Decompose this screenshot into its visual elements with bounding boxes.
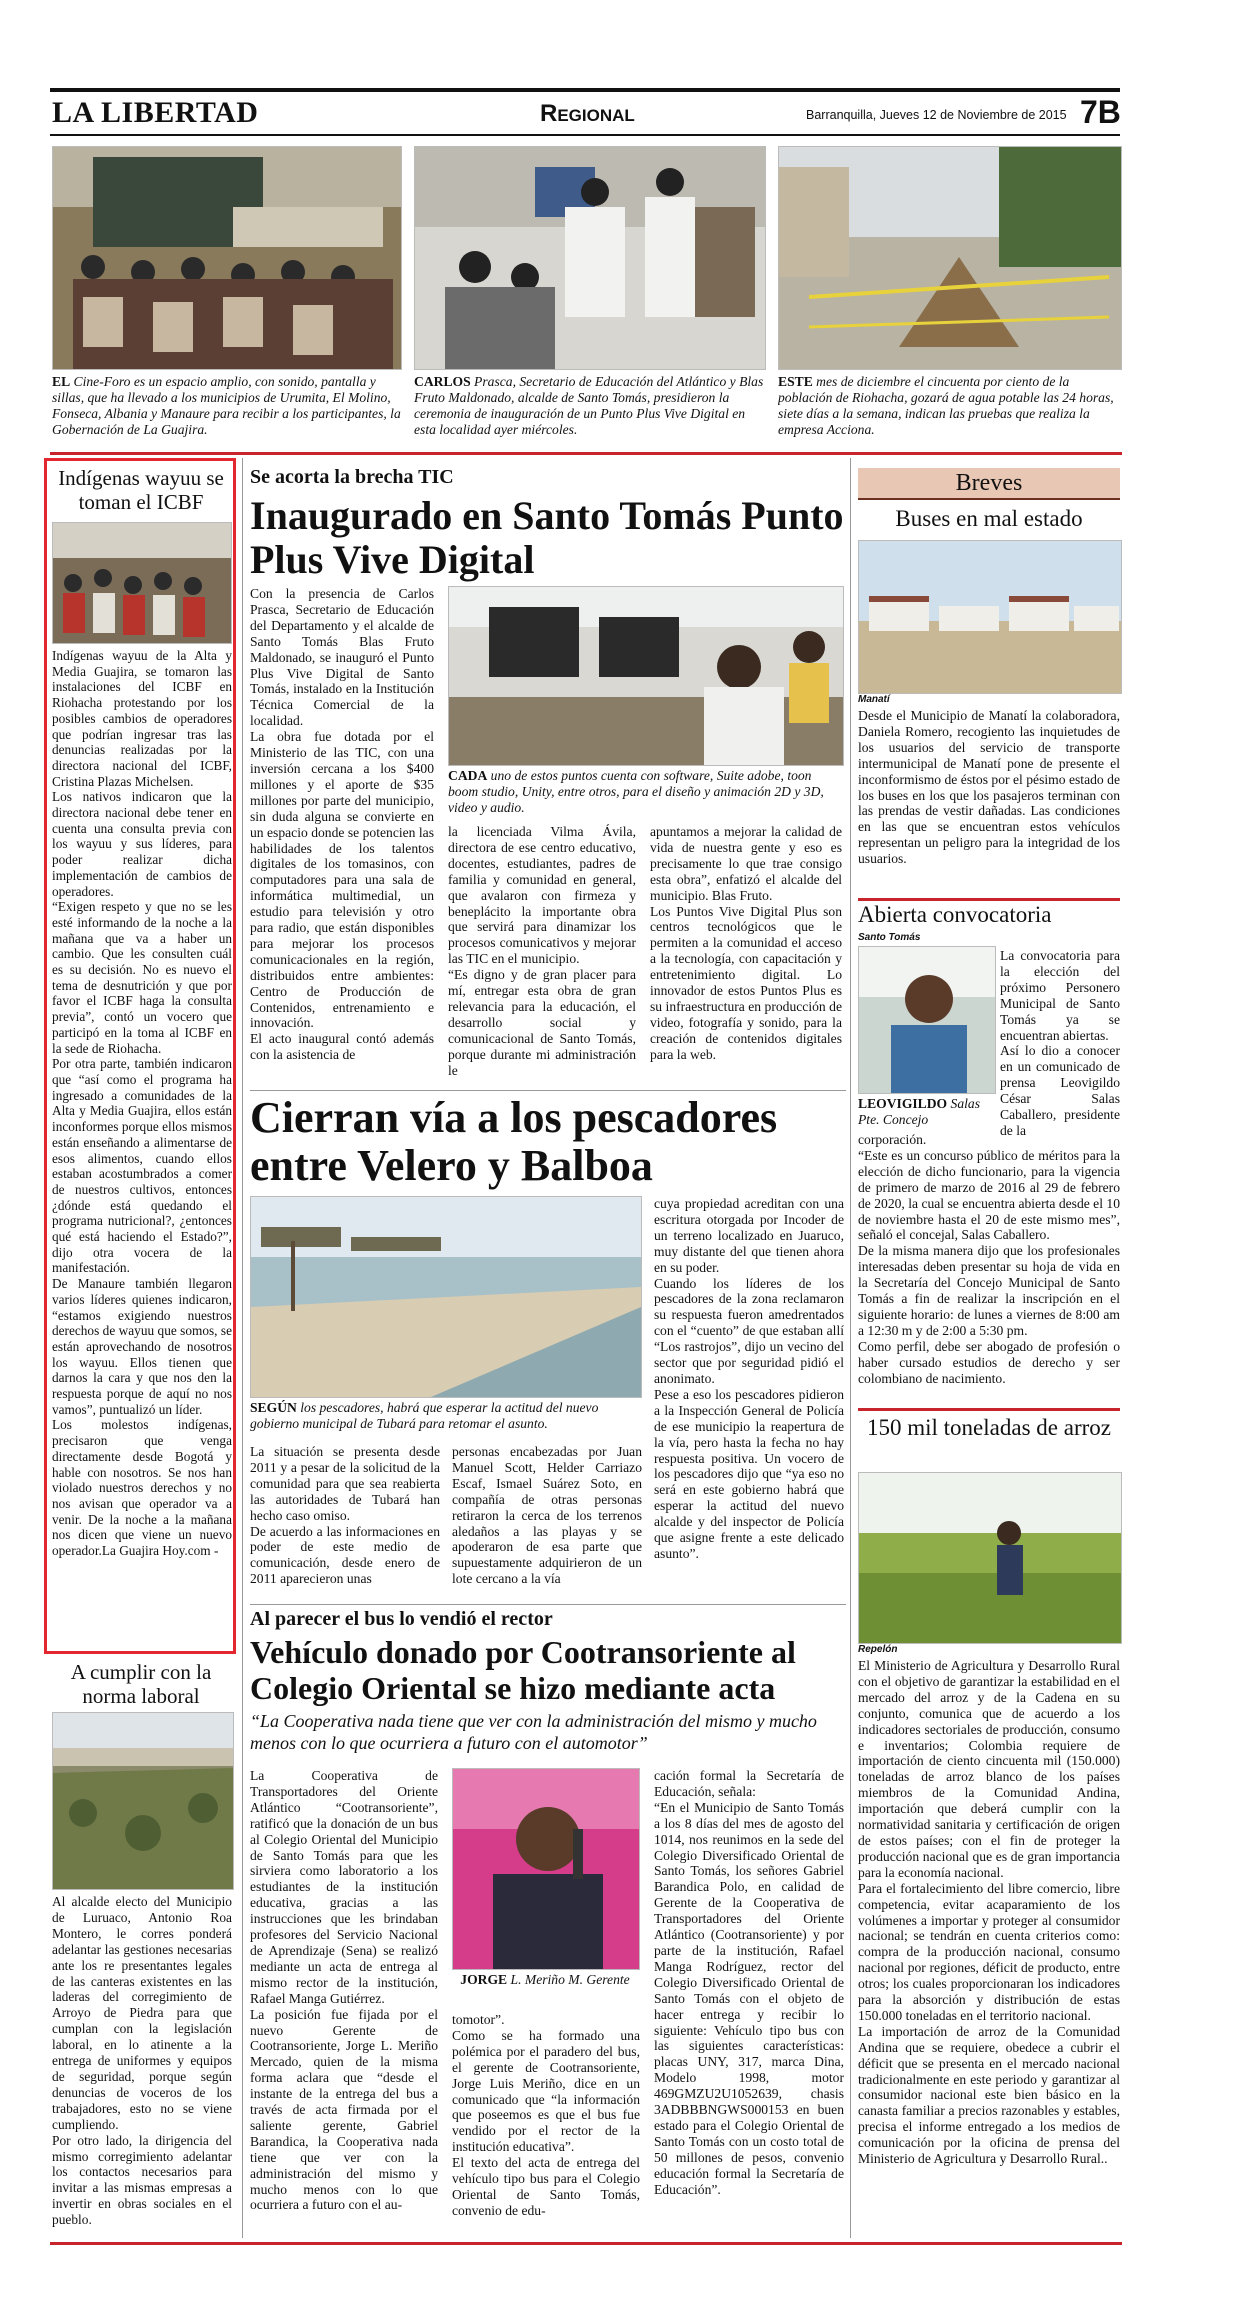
bus-photo-caption: JORGE L. Meriño M. Gerente (460, 1972, 630, 1987)
bus-col2: tomotor”. Como se ha formado una polémica por el paradero del bus, el gerente de Cootransoriente, Jorge Luis Meriño, dice en un comunicado que “la información que poseemos es que el bus fue vendido por el rector de la institución educativa”. El texto del acta de entrega del vehículo tipo bus para el Colegio Oriental de Santo Tomás, convenio de edu- (452, 2012, 640, 2218)
bus-col1: La Cooperativa de Transportadores del Oriente Atlántico “Cootransoriente”, ratificó que la donación de un bus al Colegio Oriental del Municipio de Santo Tomás para que les sirviera como laboratorio a los estudiantes de la institución educativa, gracias a las instrucciones que les brindaban profesores del Servicio Nacional de Aprendizaje (Sena) se realizó mediante un acta de entrega al mismo rector de la institución, Rafael Manga Gutiérrez. La posición fue fijada por el nuevo Gerente de Cootransoriente, Jorge L. Meriño Mercado, quien de la misma forma aclara que “desde el instante de la entrega del bus a través de acta firmada por el saliente gerente, Gabriel Barandica, la Cooperativa nada tiene que ver con la administración del mismo y mucho menos con lo que ocurriera a futuro con el au- (250, 1768, 438, 2213)
convocatoria-side: La convocatoria para la elección del próximo Personero Municipal de Santo Tomás ya se encuentran abiertas. Así lo dio a conocer en un comunicado de prensa Leovigildo César Salas Caballero, presidente de la (1000, 948, 1120, 1138)
arroz-tag: Repelón (858, 1644, 898, 1655)
photo-caption-1: EL Cine-Foro es un espacio amplio, con sonido, pantalla y sillas, que ha llevado a los municipios de Urumita, El Molino, Fonseca, Albania y Manaure para recibir a los participantes, la Gobernación de La Guajira. (52, 374, 401, 437)
pescadores-col3: cuya propiedad acreditan con una escritura otorgada por Incoder de un terreno localizado en Juaruco, muy distante del que tienen ahora en su poder. Cuando los líderes de los pescadores de la zona reclamaron su respuesta fueron amedrentados con el “cuento” de que estaban allí “Los rastrojos”, dijo un vecino del sector que por seguridad pidió el anonimato. Pese a eso los pescadores pidieron a la Inspección General de Policía de ese municipio la reapertura de la vía, pero hasta la fecha no hay respuesta positiva. Un vocero de los pescadores dijo que “ya eso no será en este gobierno habrá que esperar la actitud del nuevo alcalde y del inspector de Policía que asigne frente a este delicado asunto”. (654, 1196, 844, 1561)
buses-photo (858, 540, 1122, 694)
page-number: 7B (1080, 94, 1121, 130)
tic-col2: la licenciada Vilma Ávila, directora de ese centro educativo, docentes, estudiantes, padres de familia y comunidad en general, que avalaron con firmeza y beneplácito la importante obra que servirá para dinamizar los procesos comunicativos y mejorar las TIC en el municipio. “Es digno y de gran placer para mí, entregar esta obra de gran relevancia para la educación, el desarrollo social y comunicacional de Santo Tomás, porque durante mi administración le (448, 824, 636, 1078)
pescadores-photo-caption: SEGÚN los pescadores, habrá que esperar la actitud del nuevo gobierno municipal de Tubará para retomar el asunto. (250, 1400, 599, 1431)
laboral-photo (52, 1712, 234, 1890)
riohacha-works-photo (778, 146, 1122, 370)
buses-title: Buses en mal estado (895, 506, 1083, 531)
section-name: Regional (540, 100, 635, 127)
pescadores-col2: personas encabezadas por Juan Manuel Scott, Helder Carriazo Escaf, Ismael Suárez Soto, en compañía de otras personas retiraron la cerca de los terrenos aledaños a las playas y se apoderaron de esa parte que supuestamente adquirieron de un lote cercano a la vía (452, 1444, 642, 1587)
buses-body: Desde el Municipio de Manatí la colaboradora, Daniela Romero, recogiento las inquietudes de los usuarios del servicio de transporte intermunicipal de Manatí pone de presente el inconformismo de éstos por el pésimo estado de los buses en los que los pasajeros terminan con las prendas de vestir dañadas. Las condiciones en las que se encuentran estos vehículos representan un peligro para la integridad de los usuarios. (858, 708, 1120, 867)
bus-subtitle: “La Cooperativa nada tiene que ver con la administración del mismo y mucho menos con lo que ocurriera a futuro con el automotor” (250, 1711, 817, 1753)
pescadores-headline: Cierran vía a los pescadores entre Velero y Balboa (250, 1093, 778, 1190)
photo-caption-3: ESTE mes de diciembre el cincuenta por ciento de la población de Riohacha, gozará de agua potable las 24 horas, siete días a la semana, indican las pruebas que realiza la empresa Acciona. (778, 374, 1114, 437)
convocatoria-body: corporación. “Este es un concurso público de méritos para la elección de dicho funcionario, para la vigencia de primero de marzo de 2016 al 29 de febrero de 2020, la cual se encuentra abierta desde el 10 de noviembre hasta el 20 de este mismo mes”, señaló el concejal, Salas Caballero. De la misma manera dijo que los profesionales interesadas deben presentar su hoja de vida en la Secretaría del Concejo Municipal de Santo Tomás a fin de realizar la inscripción en el siguiente horario: de lunes a viernes de 8:00 am a 12:30 m y de 2:00 a 5:30 pm. Como perfil, debe ser abogado de profesión o haber cursado estudios de derecho y ser colombiano de nacimiento. (858, 1132, 1120, 1386)
bus-kicker: Al parecer el bus lo vendió el rector (250, 1608, 553, 1630)
arroz-body: El Ministerio de Agricultura y Desarrollo Rural con el objetivo de garantizar la estabilidad en el mercado del arroz y de la Cadena en su conjunto, comunica que de acuerdo a los indicadores sectoriales de producción, consumo e inventarios; Colombia requiere de importación de ciento cincuenta mil (150.000) toneladas de arroz blanco de los países miembros de la Comunidad Andina, importación que deberá cumplir con la normatividad sanitaria y certificación de origen de estos países; con el fin de proteger la producción nacional que es de gran importancia para la economía nacional. Para el fortalecimiento del libre comercio, libre competencia, evitar acaparamiento de los volúmenes a importar y proteger al consumidor nacional; se tendrán en cuenta criterios como: compra de la producción nacional, consumo nacional por regiones, déficit de producto, entre otros; los cuales proporcionaran los indicadores para la absorción y distribución de estas 150.000 toneladas en el territorio nacional. La importación de arroz de la Comunidad Andina que se requiere, obedece a cubrir el déficit que se presenta en el mercado nacional tradicionalmente en este periodo y garantizar al consumidor nacional este bien básico en la canasta familiar a precios razonables y estables, precisa el informe entregado a los medios de comunicación por la oficina de prensa del Ministerio de Agricultura y Desarrollo Rural.. (858, 1658, 1120, 2167)
pescadores-col1: La situación se presenta desde 2011 y a pesar de la solicitud de la comunidad para que sea reabierta las autoridades de Tubará han hecho caso omiso. De acuerdo a las informaciones en poder de este medio de comunicación, desde enero de 2011 aparecieron unas (250, 1444, 440, 1587)
tic-photo-caption: CADA uno de estos puntos cuenta con software, Suite adobe, toon boom studio, Unity, entre otros, para el diseño y animación 2D y 3D, video y audio. (448, 768, 824, 815)
wayuu-body: Indígenas wayuu de la Alta y Media Guajira, se tomaron las instalaciones del ICBF en Riohacha protestando por los posibles cambios de operadores que podrían ingresar tras las denuncias realizadas por la directora nacional del ICBF, Cristina Plazas Michelsen. Los nativos indicaron que la directora nacional debe tener en cuenta una consulta previa con los wayuu y sus líderes, para poder realizar dicha implementación de cambios de operadores. “Exigen respeto y que no se les esté informando de la noche a la mañana que va a haber un cambio. Que les consulten cuál es su decisión. No es nuevo el tema de desnutrición y que por favor el ICBF haga la consulta previa”, contó un vocero que participó en la toma al ICBF en la sede de Riohacha. Por otra parte, también indicaron que “así como el programa ha ingresado a comunidades de la Alta y Media Guajira, ellos están inconformes porque ellos mismos están enseñando a alimentarse de esos alimentos, cuando ellos estaban acostumbrados a comer de nuestros cultivos, entonces ¿dónde está quedando el programa nutricional?, ¿entonces qué está haciendo el Estado?”, dijo otra vocera de la manifestación. De Manaure también llegaron varios líderes quienes indicaron, “estamos exigiendo nuestros derechos de wayuu que somos, se están aprovechando de nosotros los wayuu. Ellos tienen que darnos la cara y que nos den la respuesta porque de aquí no nos vamos”, puntualizó un líder. Los molestos indígenas, precisaron que venga directamente desde Bogotá y hable con nosotros. Se nos han violado nuestros derechos y no nos avisan que operador va a venir. De la noche a la mañana nos dicen que viene un nuevo operador.La Guajira Hoy.com - (52, 648, 232, 1559)
convocatoria-caption: LEOVIGILDO Salas Pte. Concejo (858, 1096, 980, 1127)
buses-tag: Manatí (858, 694, 890, 705)
bus-manager-photo (452, 1768, 640, 1970)
cine-foro-photo (52, 146, 402, 370)
laboral-body: Al alcalde electo del Municipio de Luruaco, Antonio Roa Montero, le corres ponderá adelantar las gestiones necesarias ante los re presentantes legales de las canteras existentes en las laderas del corregimiento de Arroyo de Piedra para que cumplan con la legislación laboral, en lo atinente a la entrega de uniformes y equipos de seguridad, porque según denuncias de voceros de los trabajadores, esto no se viene cumpliendo. Por otro lado, la dirigencia del mismo corregimiento adelantar los contactos necesarios para invitar a las mismas empresas a invertir en obras sociales en el pueblo. (52, 1894, 232, 2228)
inauguration-photo (414, 146, 766, 370)
laboral-title: A cumplir con la norma laboral (70, 1660, 212, 1708)
tic-computers-photo (448, 586, 844, 766)
wayuu-photo (52, 522, 232, 644)
tic-headline: Inaugurado en Santo Tomás Punto Plus Vive Digital (250, 493, 844, 582)
pescadores-beach-photo (250, 1196, 642, 1398)
convocatoria-title: Abierta convocatoria (858, 902, 1052, 927)
newspaper-name: LA LIBERTAD (52, 96, 259, 129)
bus-headline: Vehículo donado por Cootransoriente al Colegio Oriental se hizo mediante acta (250, 1634, 796, 1706)
wayuu-title: Indígenas wayuu se toman el ICBF (58, 466, 224, 514)
arroz-title: 150 mil toneladas de arroz (867, 1415, 1111, 1440)
tic-col1: Con la presencia de Carlos Prasca, Secretario de Educación del Departamento y el alcalde de Santo Tomás Blas Fruto Maldonado, se inauguró el Punto Plus Vive Digital de Santo Tomás, instalado en la Institución Técnica Comercial de la localidad. La obra fue dotada por el Ministerio de las TIC, con una inversión cercana a los $400 millones y el aporte de $35 millones por parte del municipio, sin duda alguna se convierte en un espacio donde se potencien las habilidades de los talentos digitales de los tomasinos, con computadores para una sala de informática multimedial, un estudio para televisión y otro para radio, que están disponibles para mejorar los procesos comunicacionales en la región, distribuidos entre ambientes: Centro de Producción de Contenidos, entrenamiento e innovación. El acto inaugural contó además con la asistencia de (250, 586, 434, 1063)
breves-banner: Breves (858, 468, 1120, 500)
arroz-photo (858, 1472, 1122, 1644)
leovigildo-photo (858, 946, 996, 1094)
tic-col3: apuntamos a mejorar la calidad de vida de nuestra gente y eso es precisamente lo que trae consigo esta obra”, enfatizó el alcalde del municipio. Blas Fruto. Los Puntos Vive Digital Plus son centros tecnológicos que le permiten a la comunidad el acceso a la tecnología, con capacitación y entretenimiento digital. Lo innovador de estos Puntos Plus es su infraestructura en producción de video, fotografía y sonido, para la creación de contenidos digitales para la web. (650, 824, 842, 1062)
photo-caption-2: CARLOS Prasca, Secretario de Educación del Atlántico y Blas Fruto Maldonado, alcalde de Santo Tomás, presidieron la ceremonia de inauguración de un Punto Plus Vive Digital en esta localidad ayer miércoles. (414, 374, 764, 437)
dateline: Barranquilla, Jueves 12 de Noviembre de 2015 (806, 108, 1067, 122)
tic-kicker: Se acorta la brecha TIC (250, 466, 454, 488)
bus-col3: cación formal la Secretaría de Educación, señala: “En el Municipio de Santo Tomás a los 8 días del mes de agosto del 1014, nos reunimos en la sede del Colegio Diversificado Oriental de Santo Tomás, los señores Gabriel Barandica Polo, en calidad de Gerente de la Cooperativa de Transportadores del Oriente Atlántico (Cootransoriente) y por parte de la institución, Rafael Manga Rodríguez, rector del Colegio Diversificado Oriental de Santo Tomás con el objeto de hacer entrega y recibir lo siguiente: Vehículo tipo bus con las siguientes características: placas UNY, 317, marca Dina, Modelo 1998, motor 469GMZU2U1052639, chasis 3ADBBBNGWS000153 en buen estado para el Colegio Oriental de Santo Tomás con un costo total de 50 millones de pesos, convenio educación formal la Secretaría de Educación”. (654, 1768, 844, 2197)
convocatoria-tag: Santo Tomás (858, 932, 921, 943)
